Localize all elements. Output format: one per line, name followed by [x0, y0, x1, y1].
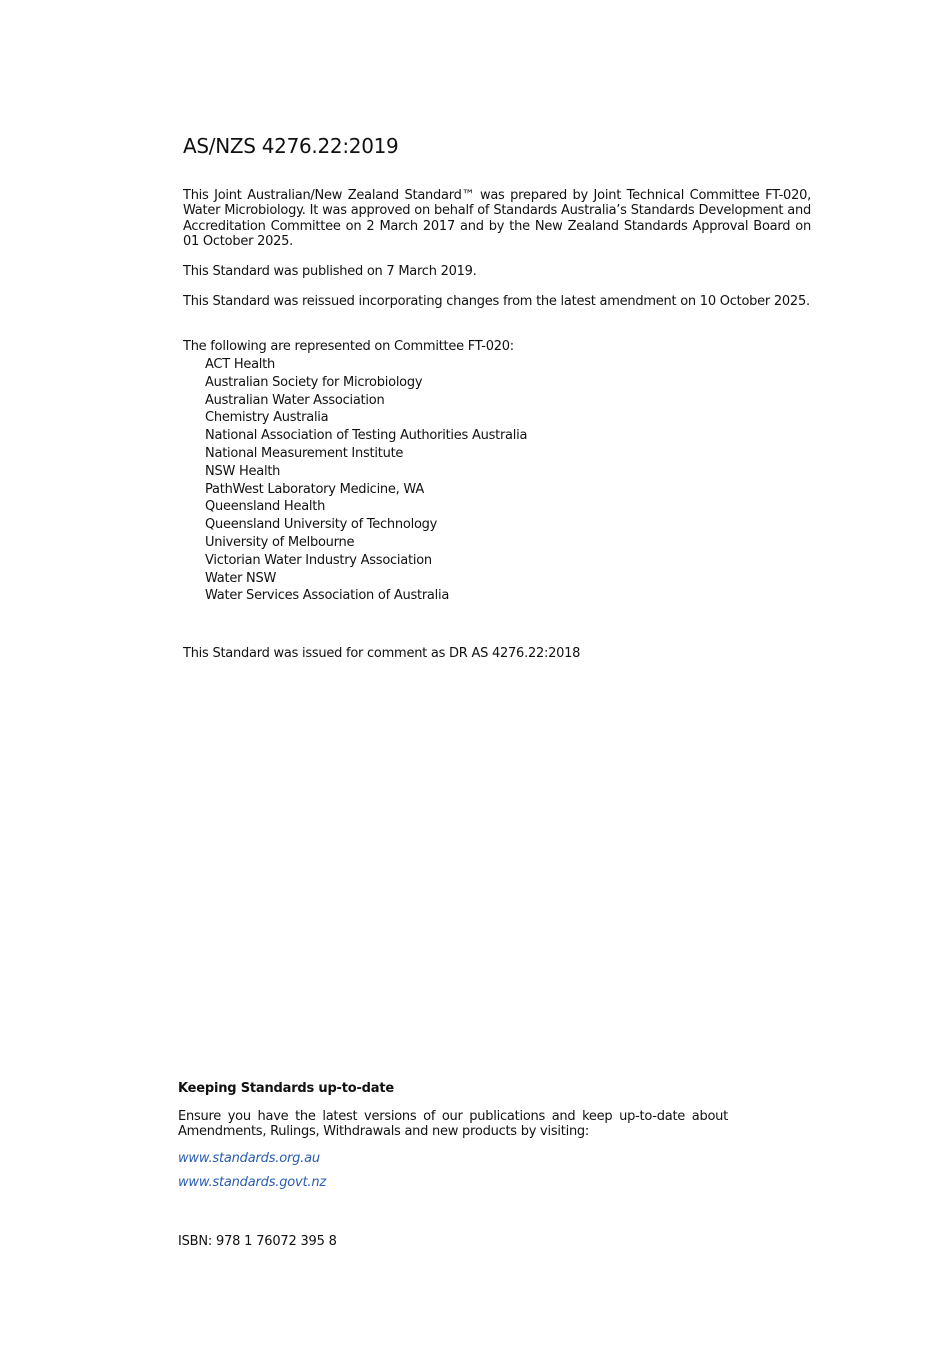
committee-member: Water Services Association of Australia	[205, 588, 450, 604]
committee-member: PathWest Laboratory Medicine, WA	[205, 481, 424, 497]
committee-member: Chemistry Australia	[205, 410, 329, 426]
committee-member: National Measurement Institute	[205, 445, 404, 461]
committee-section	[183, 338, 527, 605]
standards-nz-link[interactable]: www.standards.govt.nz	[178, 1175, 326, 1190]
committee-member: Water NSW	[205, 570, 277, 586]
committee-member-list	[183, 356, 527, 605]
committee-member: Queensland Health	[205, 499, 326, 515]
committee-member: NSW Health	[205, 463, 281, 479]
committee-member: Victorian Water Industry Association	[205, 552, 432, 568]
keeping-up-to-date-heading: Keeping Standards up-to-date	[178, 1081, 394, 1096]
committee-heading: The following are represented on Committee FT-020:	[183, 339, 514, 354]
document-title: AS/NZS 4276.22:2019	[183, 134, 399, 158]
published-line: This Standard was published on 7 March 2019.	[183, 264, 477, 279]
committee-member: Australian Water Association	[205, 392, 385, 408]
committee-member: Queensland University of Technology	[205, 517, 438, 533]
committee-member: Australian Society for Microbiology	[205, 374, 423, 390]
committee-member: ACT Health	[205, 357, 276, 372]
committee-member: National Association of Testing Authorities Australia	[205, 428, 528, 444]
standards-au-link[interactable]: www.standards.org.au	[178, 1151, 320, 1166]
reissued-line: This Standard was reissued incorporating changes from the latest amendment on 10 October 2025.	[183, 294, 810, 309]
preparation-paragraph: This Joint Australian/New Zealand Standard™ was prepared by Joint Technical Committee FT-020, Water Microbiology. It was approved on behalf of Standards Australia’s Standards Development and Accreditation Committee on 2 March 2017 and by the New Zealand Standards Approval Board on 01 October 2025.	[183, 188, 811, 250]
isbn: ISBN: 978 1 76072 395 8	[178, 1234, 337, 1249]
comment-line: This Standard was issued for comment as DR AS 4276.22:2018	[183, 646, 581, 661]
keeping-up-to-date-paragraph: Ensure you have the latest versions of our publications and keep up-to-date about Amendments, Rulings, Withdrawals and new products by visiting:	[178, 1109, 728, 1140]
committee-member: University of Melbourne	[205, 534, 355, 550]
